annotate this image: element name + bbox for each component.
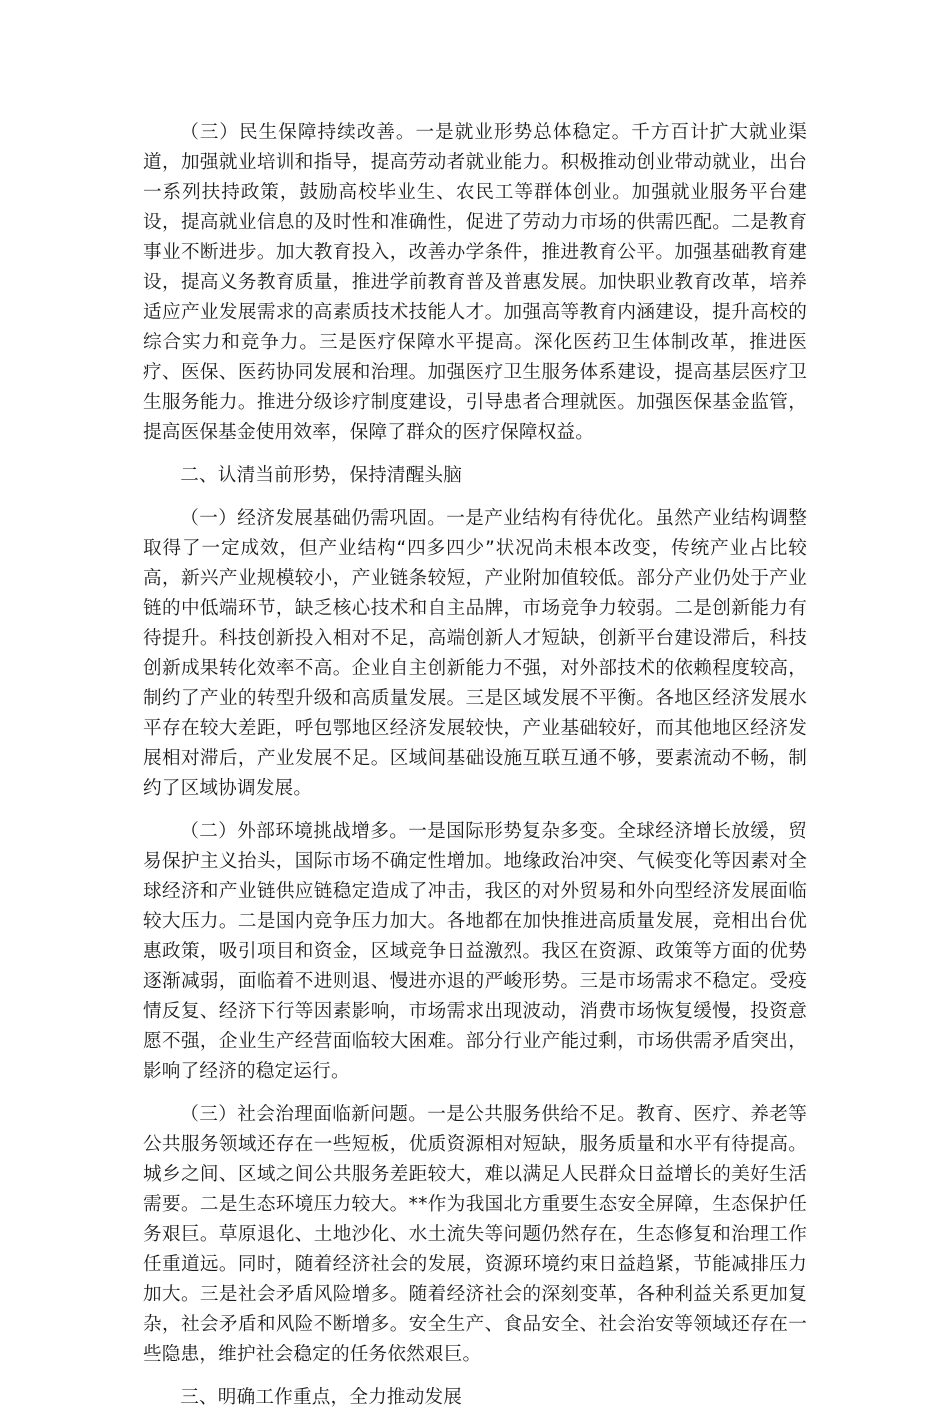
paragraph-economy: （一）经济发展基础仍需巩固。一是产业结构有待优化。虽然产业结构调整取得了一定成效，但产业结构“四多四少”状况尚未根本改变，传统产业占比较高，新兴产业规模较小，产业链条较短，产业附加值较低。部分产业仍处于产业链的中低端环节，缺乏核心技术和自主品牌，市场竞争力较弱。二是创新能力有待提升。科技创新投入相对不足，高端创新人才短缺，创新平台建设滞后，科技创新成果转化效率不高。企业自主创新能力不强，对外部技术的依赖程度较高，制约了产业的转型升级和高质量发展。三是区域发展不平衡。各地区经济发展水平存在较大差距，呼包鄂地区经济发展较快，产业基础较好，而其他地区经济发展相对滞后，产业发展不足。区域间基础设施互联互通不够，要素流动不畅，制约了区域协调发展。 [143, 508, 807, 799]
section-heading-2: 二、认清当前形势，保持清醒头脑 [180, 465, 463, 486]
paragraph-governance: （三）社会治理面临新问题。一是公共服务供给不足。教育、医疗、养老等公共服务领域还存在一些短板，优质资源相对短缺，服务质量和水平有待提高。城乡之间、区域之间公共服务差距较大，难以满足人民群众日益增长的美好生活需要。二是生态环境压力较大。**作为我国北方重要生态安全屏障，生态保护任务艰巨。草原退化、土地沙化、水土流失等问题仍然存在，生态修复和治理工作任重道远。同时，随着经济社会的发展，资源环境约束日益趋紧，节能减排压力加大。三是社会矛盾风险增多。随着经济社会的深刻变革，各种利益关系更加复杂，社会矛盾和风险不断增多。安全生产、食品安全、社会治安等领域还存在一些隐患，维护社会稳定的任务依然艰巨。 [143, 1104, 807, 1365]
paragraph-external: （二）外部环境挑战增多。一是国际形势复杂多变。全球经济增长放缓，贸易保护主义抬头，国际市场不确定性增加。地缘政治冲突、气候变化等因素对全球经济和产业链供应链稳定造成了冲击，我区的对外贸易和外向型经济发展面临较大压力。二是国内竞争压力加大。各地都在加快推进高质量发展，竞相出台优惠政策，吸引项目和资金，区域竞争日益激烈。我区在资源、政策等方面的优势逐渐减弱，面临着不进则退、慢进亦退的严峻形势。三是市场需求不稳定。受疫情反复、经济下行等因素影响，市场需求出现波动，消费市场恢复缓慢，投资意愿不强，企业生产经营面临较大困难。部分行业产能过剩，市场供需矛盾突出，影响了经济的稳定运行。 [143, 821, 807, 1082]
section-heading-3: 三、明确工作重点，全力推动发展 [180, 1387, 463, 1408]
document-page [143, 118, 807, 1426]
paragraph-livelihood: （三）民生保障持续改善。一是就业形势总体稳定。千方百计扩大就业渠道，加强就业培训和指导，提高劳动者就业能力。积极推动创业带动就业，出台一系列扶持政策，鼓励高校毕业生、农民工等群体创业。加强就业服务平台建设，提高就业信息的及时性和准确性，促进了劳动力市场的供需匹配。二是教育事业不断进步。加大教育投入，改善办学条件，推进教育公平。加强基础教育建设，提高义务教育质量，推进学前教育普及普惠发展。加快职业教育改革，培养适应产业发展需求的高素质技术技能人才。加强高等教育内涵建设，提升高校的综合实力和竞争力。三是医疗保障水平提高。深化医药卫生体制改革，推进医疗、医保、医药协同发展和治理。加强医疗卫生服务体系建设，提高基层医疗卫生服务能力。推进分级诊疗制度建设，引导患者合理就医。加强医保基金监管，提高医保基金使用效率，保障了群众的医疗保障权益。 [143, 122, 807, 443]
